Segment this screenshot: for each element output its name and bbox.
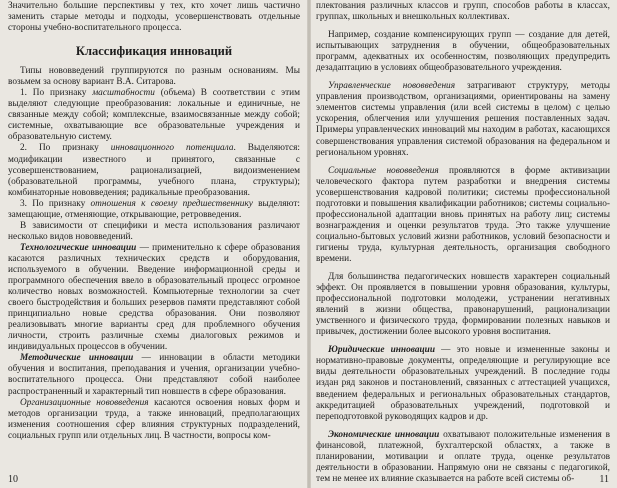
- paragraph-economic: Экономические инновации охватывают положительные изменения в финансовой, платежной, бухгалтерской областях, а также в планировании, мотивации и оплате труда, оценке результатов деятельности в образовании. Напрямую они не связаны с педагогикой, тем не менее их влияние сказывается на работе всей системы об-: [316, 429, 610, 484]
- right-page: [310, 0, 617, 488]
- page-number-right: 11: [599, 473, 609, 485]
- term-social: Социальные нововведения: [328, 165, 439, 176]
- paragraph-technological: Технологические инновации — применительно к сфере образования касаются различных технических средств и оборудования, используемого в обучении. Введение информационной среды и программного обеспечения ввело в образовательный процесс огромное количество новых возможностей. Компьютерные технологии за счет своего быстродействия и больших резервов памяти представляют собой принципиально новые средства образования. Они позволяют реализовывать многие варианты сред для проблемного обучения личности, строить различные схемы диалоговых режимов и индивидуальных процессов в обучении.: [8, 242, 300, 353]
- paragraph-methodical: Методические инновации — инновации в области методики обучения и воспитания, преподавания и учения, организации учебно-воспитательного процесса. Они представляют собой наиболее распространенный и характерный тип новшеств в сфере образования.: [8, 353, 300, 397]
- paragraph-kinds: В зависимости от специфики и места использования различают несколько видов нововведений.: [8, 220, 300, 242]
- paragraph-predecessor: 3. По признаку отношения к своему предшественнику выделяют: замещающие, отменяющие, открывающие, ретровведения.: [8, 198, 300, 220]
- term-predecessor: отношения к своему предшественнику: [90, 198, 253, 209]
- paragraph-scale: 1. По признаку масштабности (объема) В соответствии с этим выделяют следующие преобразования: локальные и единичные, не связанные между собой; комплексные, взаимосвязанные между собой; системные, охватывающие все образовательные учреждения и образовательную систему.: [8, 88, 300, 143]
- term-organizational: Организационные нововведения: [20, 397, 149, 408]
- paragraph-potential: 2. По признаку инновационного потенциала. Выделяются: модификации известного и принятого, связанные с усовершенствованием, рационализацией, видоизменением (образовательной программы, учебного плана, структуры); комбинаторные нововведения; радикальные преобразования.: [8, 143, 301, 198]
- page-number-left: 10: [8, 473, 18, 485]
- paragraph-social: Социальные нововведения проявляются в форме активизации человеческого фактора путем разработки и внедрения системы усовершенствования кадровой политики; системы профессиональной подготовки и повышения квалификации работников; системы социально-профессиональной адаптации вновь принятых на работу лиц; системы вознаграждения и оценки результатов труда. Это также улучшение социально-бытовых условий жизни работников, условий безопасности и гигиены труда, культурная деятельность, организация свободного времени.: [316, 165, 610, 264]
- term-technological: Технологические инновации: [20, 242, 137, 253]
- left-page: [0, 0, 308, 488]
- paragraph-legal: Юридические инновации — это новые и измененные законы и нормативно-правовые документы, определяющие и регулирующие все виды деятельности образовательных учреждений. В последние годы издан ряд законов и постановлений, связанных с аттестацией учащихся, введением федеральных и региональных образовательных стандартов, аккредитацией образовательных учреждений, подготовкой и переподготовкой руководящих кадров и др.: [316, 345, 610, 422]
- paragraph-social-effect: Для большинства педагогических новшеств характерен социальный эффект. Он проявляется в повышении уровня образования, культуры, профессиональной подготовки молодежи, устранении негативных явлений в жизни общества, правонарушений, рационализации умственного и физического труда, формировании полезных навыков и привычек, достижении более высокого уровня воспитания.: [316, 272, 610, 338]
- term-methodical: Методические инновации: [20, 353, 134, 364]
- term-economic: Экономические инновации: [328, 429, 440, 440]
- paragraph-types-intro: Типы нововведений группируются по разным основаниям. Мы возьмем за основу вариант В.А. Ситарова.: [8, 66, 300, 88]
- section-heading: Классификация инноваций: [75, 44, 233, 59]
- intro-paragraph: Значительно большие перспективы у тех, кто хочет лишь частично заменить старые методы и подходы, усовершенствовать отдельные стороны учебно-воспитательного процесса.: [8, 1, 300, 34]
- paragraph-continuation: плектования различных классов и групп, способов работы в классах, группах, школьных и внешкольных коллективах.: [316, 1, 610, 23]
- term-potential: инновационного потенциала: [110, 143, 234, 154]
- paragraph-management: Управленческие нововведения затрагивают структуру, методы управления производством, организациями, ориентированы на замену элементов системы управления (или всей системы в целом) с целью ускорения, облегчения или улучшения решения поставленных задач. Примеры управленческих инноваций мы находим в работах, касающихся совершенствования управления системой образования на федеральном и региональном уровнях.: [316, 81, 611, 158]
- paragraph-organizational: Организационные нововведения касаются освоения новых форм и методов организации труда, а также инноваций, предполагающих изменения соотношения сфер влияния структурных подразделений, социальных групп или отдельных лиц. В частности, вопросы ком-: [8, 397, 300, 441]
- term-management: Управленческие нововведения: [328, 81, 456, 92]
- term-scale: масштабности: [92, 88, 155, 99]
- term-legal: Юридические инновации: [328, 345, 435, 356]
- paragraph-example: Например, создание компенсирующих групп — создание для детей, испытывающих затруднения в обучении, общеобразовательных программ, адекватных их особенностям, позволяющих предупредить дезадаптацию в условиях общеобразовательного учреждения.: [316, 30, 610, 74]
